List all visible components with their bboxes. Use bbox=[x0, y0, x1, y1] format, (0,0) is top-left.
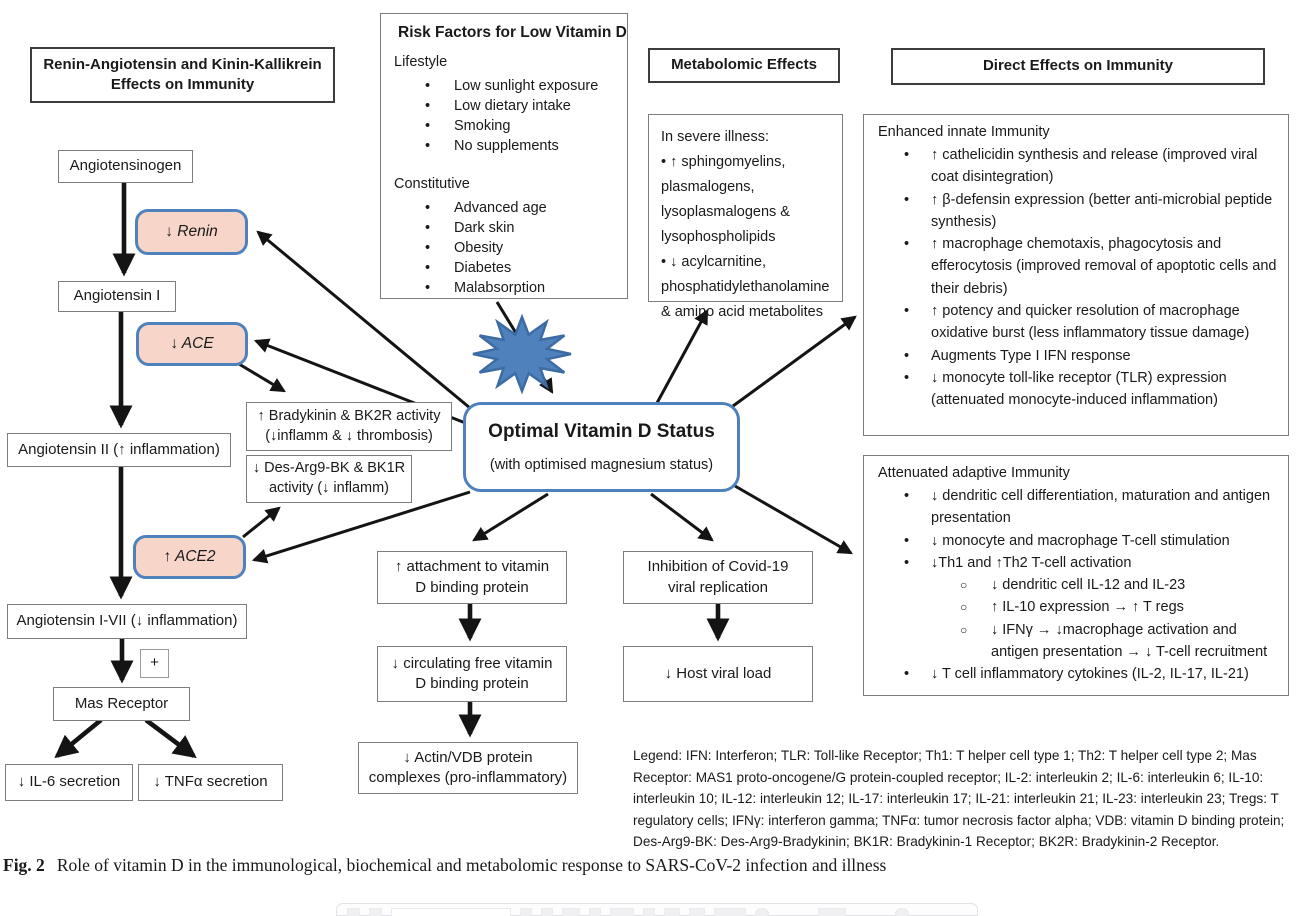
central-title: Optimal Vitamin D Status bbox=[488, 420, 715, 442]
list-item: • ↓ T cell inflammatory cytokines (IL-2, IL-17, IL-21) bbox=[864, 663, 1288, 685]
metabolomic-header: Metabolomic Effects bbox=[648, 48, 840, 83]
list-item: • Advanced age bbox=[381, 198, 627, 218]
inhibition-covid-box: Inhibition of Covid-19 viral replication bbox=[623, 551, 813, 604]
toolbar-icon bbox=[520, 908, 532, 916]
starburst-icon bbox=[473, 317, 571, 391]
adaptive-title: Attenuated adaptive Immunity bbox=[878, 465, 1070, 481]
list-item: • ↓ monocyte toll-like receptor (TLR) expression (attenuated monocyte-induced inflammation) bbox=[864, 367, 1288, 412]
list-item: • ↑ potency and quicker resolution of macrophage oxidative burst (less inflammatory tissue damage) bbox=[864, 300, 1288, 345]
list-item: • ↑ cathelicidin synthesis and release (improved viral coat disintegration) bbox=[864, 144, 1288, 189]
toolbar-icon bbox=[755, 908, 769, 916]
innate-immunity-panel bbox=[863, 114, 1289, 436]
metabolomic-intro: In severe illness: bbox=[661, 129, 769, 145]
plus-box: + bbox=[140, 649, 169, 678]
metabolomic-bullet: • ↑ sphingomyelins, plasmalogens, lysoplasmalogens & lysophospholipids bbox=[661, 154, 790, 245]
list-item: ○ ↑ IL-10 expression → ↑ T regs bbox=[864, 596, 1288, 618]
metabolomic-bullet: • ↓ acylcarnitine, phosphatidylethanolamine & amino acid metabolites bbox=[661, 254, 830, 320]
list-item: • Diabetes bbox=[381, 258, 627, 278]
angiotensin-2-box: Angiotensin II (↑ inflammation) bbox=[7, 433, 231, 467]
adaptive-sublist bbox=[864, 574, 1288, 663]
risk-group-lifestyle: Lifestyle bbox=[394, 54, 448, 70]
toolbar-icon bbox=[347, 908, 360, 916]
list-item: • ↓ dendritic cell differentiation, maturation and antigen presentation bbox=[864, 485, 1288, 530]
toolbar-icon bbox=[664, 908, 680, 916]
list-item: ○ ↓ dendritic cell IL-12 and IL-23 bbox=[864, 574, 1288, 596]
risk-constitutive-list bbox=[381, 198, 627, 298]
innate-title: Enhanced innate Immunity bbox=[878, 124, 1050, 140]
risk-lifestyle-list bbox=[381, 76, 627, 156]
raas-header-line1: Renin-Angiotensin and Kinin-Kallikrein bbox=[43, 55, 322, 73]
actin-vdb-box: ↓ Actin/VDB protein complexes (pro-inflammatory) bbox=[358, 742, 578, 794]
list-item: • Low dietary intake bbox=[381, 96, 627, 116]
toolbar-icon bbox=[369, 908, 382, 916]
list-item: • Malabsorption bbox=[381, 278, 627, 298]
renin-box: ↓ Renin bbox=[135, 209, 248, 255]
attachment-vdb-box: ↑ attachment to vitamin D binding protein bbox=[377, 551, 567, 604]
metabolomic-panel bbox=[648, 114, 843, 320]
direct-effects-header: Direct Effects on Immunity bbox=[891, 48, 1265, 85]
angiotensin-1-box: Angiotensin I bbox=[58, 281, 176, 312]
ace-box: ↓ ACE bbox=[136, 322, 248, 366]
toolbar-icon bbox=[562, 908, 580, 916]
circulating-vdb-box: ↓ circulating free vitamin D binding protein bbox=[377, 646, 567, 702]
toolbar-icon bbox=[643, 908, 655, 916]
angiotensin-1-7-box: Angiotensin I-VII (↓ inflammation) bbox=[7, 604, 247, 639]
risk-title: Risk Factors for Low Vitamin D bbox=[398, 24, 627, 41]
list-item: • Augments Type I IFN response bbox=[864, 345, 1288, 367]
list-item: • No supplements bbox=[381, 136, 627, 156]
toolbar-icon bbox=[610, 908, 634, 916]
bradykinin-box: ↑ Bradykinin & BK2R activity (↓inflamm & ↓ thrombosis) bbox=[246, 402, 452, 451]
abbreviation-legend: Legend: IFN: Interferon; TLR: Toll-like Receptor; Th1: T helper cell type 1; Th2: T helper cell type 2; Mas Receptor: MAS1 proto-oncogene/G protein-coupled receptor; IL-2: interleukin 2; IL-6: interleukin 6; IL-10: interleukin 10; IL-12: interleukin 12; IL-17: interleukin 17; IL-21: interleukin 21; IL-23: interleukin 23; Tregs: T regulatory cells; IFNγ: interferon gamma; TNFα: tumor necrosis factor alpha; VDB: vitamin D binding protein; Des-Arg9-BK: Des-Arg9-Bradykinin; BK1R: Bradykinin-1 Receptor; BK2R: Bradykinin-2 Receptor. bbox=[633, 748, 1285, 850]
des-arg9-box: ↓ Des-Arg9-BK & BK1R activity (↓ inflamm) bbox=[246, 455, 412, 503]
tnfa-secretion-box: ↓ TNFα secretion bbox=[138, 764, 283, 801]
toolbar-icon bbox=[895, 908, 909, 916]
toolbar-icon bbox=[589, 908, 601, 916]
list-item: ○ ↓ IFNγ → ↓macrophage activation and antigen presentation → ↓ T-cell recruitment bbox=[864, 619, 1288, 664]
risk-factors-panel bbox=[380, 13, 628, 299]
partial-toolbar[interactable] bbox=[336, 903, 978, 916]
list-item: • Obesity bbox=[381, 238, 627, 258]
raas-header-line2: Effects on Immunity bbox=[110, 76, 255, 93]
list-item: • ↑ macrophage chemotaxis, phagocytosis and efferocytosis (improved removal of apoptotic cells and their debris) bbox=[864, 233, 1288, 300]
ace2-box: ↑ ACE2 bbox=[133, 535, 246, 579]
toolbar-icon bbox=[714, 908, 746, 916]
raas-header bbox=[30, 47, 335, 103]
list-item: • Low sunlight exposure bbox=[381, 76, 627, 96]
caption-text: Role of vitamin D in the immunological, biochemical and metabolomic response to SARS-CoV-2 infection and illness bbox=[56, 855, 887, 875]
angiotensinogen-box: Angiotensinogen bbox=[58, 150, 193, 183]
mas-receptor-box: Mas Receptor bbox=[53, 687, 190, 721]
list-item: • ↓ monocyte and macrophage T-cell stimulation bbox=[864, 530, 1288, 552]
list-item: • ↓Th1 and ↑Th2 T-cell activation bbox=[864, 552, 1288, 574]
optimal-vitamin-d-box bbox=[463, 402, 740, 492]
caption-label: Fig. 2 bbox=[3, 855, 45, 875]
toolbar-input bbox=[391, 908, 511, 916]
il6-secretion-box: ↓ IL-6 secretion bbox=[5, 764, 133, 801]
figure-caption bbox=[3, 855, 1153, 876]
list-item: • ↑ β-defensin expression (better anti-microbial peptide synthesis) bbox=[864, 189, 1288, 234]
adaptive-immunity-panel bbox=[863, 455, 1289, 696]
toolbar-icon bbox=[541, 908, 553, 916]
list-item: • Smoking bbox=[381, 116, 627, 136]
central-subtitle: (with optimised magnesium status) bbox=[489, 456, 714, 473]
innate-list bbox=[864, 144, 1288, 412]
risk-group-constitutive: Constitutive bbox=[394, 176, 470, 192]
host-viral-load-box: ↓ Host viral load bbox=[623, 646, 813, 702]
toolbar-icon bbox=[689, 908, 705, 916]
adaptive-list bbox=[864, 485, 1288, 574]
toolbar-icon bbox=[818, 908, 846, 916]
list-item: • Dark skin bbox=[381, 218, 627, 238]
